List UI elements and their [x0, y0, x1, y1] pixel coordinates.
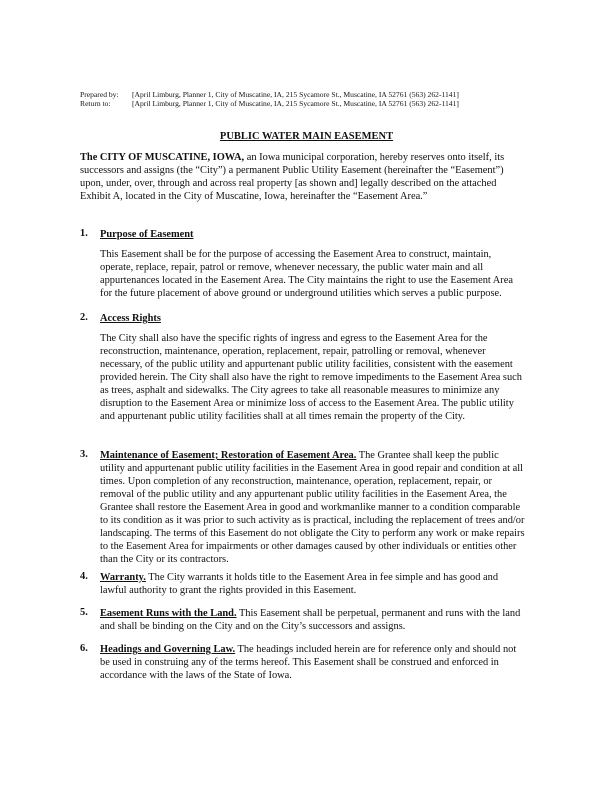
intro-bold-lead: The CITY OF MUSCATINE, IOWA, — [80, 152, 245, 163]
intro-line: upon, under, over, through and across real property [as shown and] legally described on the attached — [80, 178, 497, 189]
body-line: This Easement shall be for the purpose of accessing the Easement Area to construct, maintain, — [100, 249, 492, 260]
section-6-body — [100, 643, 516, 682]
body-line: operate, replace, repair, patrol or remove, whenever necessary, the public water main and all — [100, 262, 484, 273]
section-number: 4. — [80, 571, 88, 582]
body-line: as trees, asphalt and sidewalks. The City agrees to take all reasonable measures to minimize any — [100, 385, 500, 396]
section-3-body — [100, 449, 525, 566]
body-line: provided herein. The City shall also have the right to remove impediments to the Easement Area such — [100, 372, 522, 383]
body-line: The headings included herein are for reference only and should not — [235, 644, 517, 655]
body-line: landscaping. The terms of this Easement do not obligate the City to perform any work or make repairs — [100, 528, 525, 539]
section-2-body — [100, 332, 522, 423]
section-number: 1. — [80, 228, 88, 239]
document-title: PUBLIC WATER MAIN EASEMENT — [219, 131, 394, 142]
body-line: necessary, of the public utility and appurtenant public utility facilities, consistent with the easement — [100, 359, 513, 370]
body-line: be used in construing any of the terms hereof. This Easement shall be construed and enforced in — [100, 657, 499, 668]
return-to-line — [80, 99, 459, 108]
section-heading: Access Rights — [100, 313, 161, 324]
section-heading: Maintenance of Easement; Restoration of Easement Area. — [100, 450, 357, 461]
body-line: to its condition as it was prior to such activity as is practical, including the replacement of trees and/or — [100, 515, 525, 526]
body-line: This Easement shall be perpetual, permanent and runs with the land — [236, 608, 521, 619]
section-number: 3. — [80, 449, 88, 460]
body-line: accordance with the laws of the State of Iowa. — [100, 670, 292, 681]
section-4-body — [100, 571, 498, 597]
intro-line: an Iowa municipal corporation, hereby reserves onto itself, its — [244, 152, 505, 163]
body-line: The City warrants it holds title to the Easement Area in fee simple and has good and — [145, 572, 499, 583]
body-line: to the Easement Area for impairments or other damages caused by other individuals or entities other — [100, 541, 517, 552]
prepared-by-label: Prepared by: — [80, 90, 119, 99]
intro-line: successors and assigns (the “City”) a permanent Public Utility Easement (hereinafter the “Easement”) — [80, 165, 504, 176]
section-heading: Purpose of Easement — [100, 229, 194, 240]
body-line: than the City or its contractors. — [100, 554, 229, 565]
body-line: lawful authority to grant the rights provided in this Easement. — [100, 585, 357, 596]
body-line: The Grantee shall keep the public — [356, 450, 499, 461]
body-line: appurtenances located in the Easement Area. The City maintains the right to use the Easement Area — [100, 275, 513, 286]
body-line: times. Upon completion of any reconstruction, maintenance, operation, replacement, repair, or — [100, 476, 492, 487]
prepared-by-value: [April Limburg, Planner 1, City of Muscatine, IA, 215 Sycamore St., Muscatine, IA 52761 (563) 262-1141] — [132, 90, 459, 99]
body-line: and appurtenant public utility facilities shall at all times remain the property of the City. — [100, 411, 465, 422]
intro-paragraph — [80, 151, 504, 203]
prepared-by-line — [80, 90, 459, 99]
body-line: reconstruction, maintenance, operation, replacement, repair, patrolling or removal, whenever — [100, 346, 486, 357]
body-line: The City shall also have the specific rights of ingress and egress to the Easement Area for the — [100, 333, 488, 344]
section-number: 5. — [80, 607, 88, 618]
section-heading: Warranty. — [100, 572, 146, 583]
body-line: utility and appurtenant public utility facilities in the Easement Area in good repair and condition at all — [100, 463, 524, 474]
section-number: 2. — [80, 312, 88, 323]
section-heading: Headings and Governing Law. — [100, 644, 236, 655]
body-line: disruption to the Easement Area or minimize loss of access to the Easement Area. The public utility — [100, 398, 514, 409]
body-line: for the future placement of above ground or underground utilities which serves a public purpose. — [100, 288, 502, 299]
return-to-value: [April Limburg, Planner 1, City of Muscatine, IA, 215 Sycamore St., Muscatine, IA 52761 (563) 262-1141] — [132, 99, 459, 108]
section-heading: Easement Runs with the Land. — [100, 608, 237, 619]
body-line: Grantee shall restore the Easement Area in good and workmanlike manner to a condition comparable — [100, 502, 521, 513]
body-line: and shall be binding on the City and on the City’s successors and assigns. — [100, 621, 406, 632]
section-number: 6. — [80, 643, 88, 654]
section-1-body — [100, 248, 513, 300]
return-to-label: Return to: — [80, 99, 111, 108]
body-line: removal of the public utility and any appurtenant public utility facilities in the Easement Area, the — [100, 489, 507, 500]
intro-line: Exhibit A, located in the City of Muscatine, Iowa, hereinafter the “Easement Area.” — [80, 191, 428, 202]
section-5-body — [100, 607, 520, 633]
